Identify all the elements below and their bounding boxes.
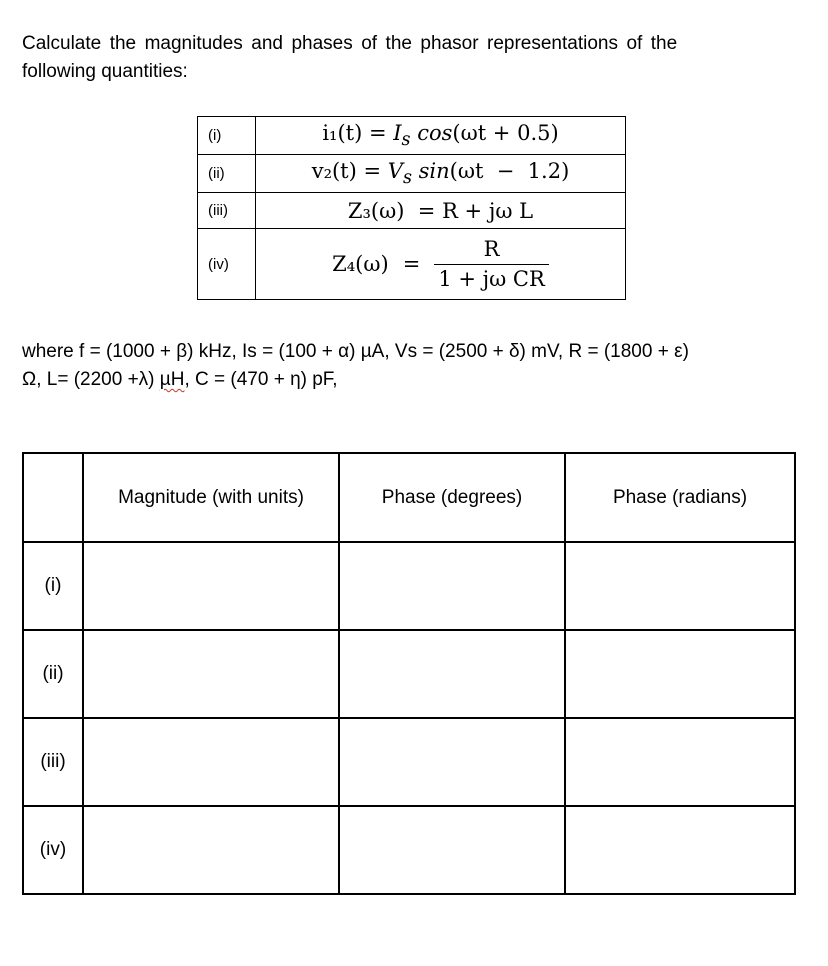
variable-definitions [22,338,812,394]
equation-lhs: i₁(t) [322,120,363,145]
definitions-line-2-end: , C = (470 + η) pF, [184,369,338,390]
header-phase-degrees: Phase (degrees) [339,453,565,542]
trig-function: sin [411,158,450,183]
fraction [434,237,549,291]
answer-table [22,452,796,895]
row-label: (ii) [23,630,83,718]
answer-row [23,718,795,806]
answer-row [23,630,795,718]
header-blank-cell [23,453,83,542]
equation-row [198,193,626,229]
equation-label: (i) [198,117,256,155]
phase-degrees-cell[interactable] [339,718,565,806]
equation-z4 [256,229,626,300]
equation-label: (ii) [198,155,256,193]
magnitude-cell[interactable] [83,718,339,806]
row-label: (iii) [23,718,83,806]
spellcheck-flagged-unit: µH [159,369,185,390]
magnitude-cell[interactable] [83,630,339,718]
phase-degrees-cell[interactable] [339,630,565,718]
magnitude-cell[interactable] [83,542,339,630]
amplitude-symbol: V [387,158,403,183]
equation-v2 [256,155,626,193]
answer-row [23,542,795,630]
equation-i1 [256,117,626,155]
instructions-line-2: following quantities: [22,61,188,82]
phase-radians-cell[interactable] [565,806,795,894]
phase-degrees-cell[interactable] [339,542,565,630]
trig-function: cos [410,120,453,145]
equation-equals: = [356,158,388,183]
phase-degrees-cell[interactable] [339,806,565,894]
instructions-line-1: Calculate the magnitudes and phases of the phasor representations of the [22,33,678,54]
equation-equals: = [362,120,394,145]
equation-row [198,117,626,155]
equation-row [198,155,626,193]
phase-radians-cell[interactable] [565,718,795,806]
definitions-line-2 [22,366,812,394]
equation-lhs: Z₄(ω) [332,252,389,276]
amplitude-symbol: I [393,120,402,145]
header-phase-radians: Phase (radians) [565,453,795,542]
definitions-line-1: where f = (1000 + β) kHz, Is = (100 + α) µA, Vs = (2500 + δ) mV, R = (1800 + ε) [22,341,689,362]
amplitude-subscript: s [402,168,412,189]
fraction-denominator: 1 + jω CR [434,264,549,291]
definitions-line-2-start: Ω, L= (2200 +λ) [22,369,160,390]
equations-table [197,116,626,300]
fraction-numerator: R [483,237,500,261]
equation-argument: (ωt + 0.5) [452,120,559,145]
phase-radians-cell[interactable] [565,542,795,630]
answer-row [23,806,795,894]
magnitude-cell[interactable] [83,806,339,894]
answer-table-header [23,453,795,542]
row-label: (iv) [23,806,83,894]
phase-radians-cell[interactable] [565,630,795,718]
row-label: (i) [23,542,83,630]
instructions [22,30,812,86]
equation-label: (iii) [198,193,256,229]
equation-label: (iv) [198,229,256,300]
equation-equals: = [402,252,421,276]
equation-z3: Z₃(ω) = R + jω L [256,193,626,229]
equation-row [198,229,626,300]
equation-argument: (ωt − 1.2) [449,158,570,183]
equation-lhs: v₂(t) [311,158,357,183]
amplitude-subscript: s [401,130,411,151]
header-magnitude: Magnitude (with units) [83,453,339,542]
